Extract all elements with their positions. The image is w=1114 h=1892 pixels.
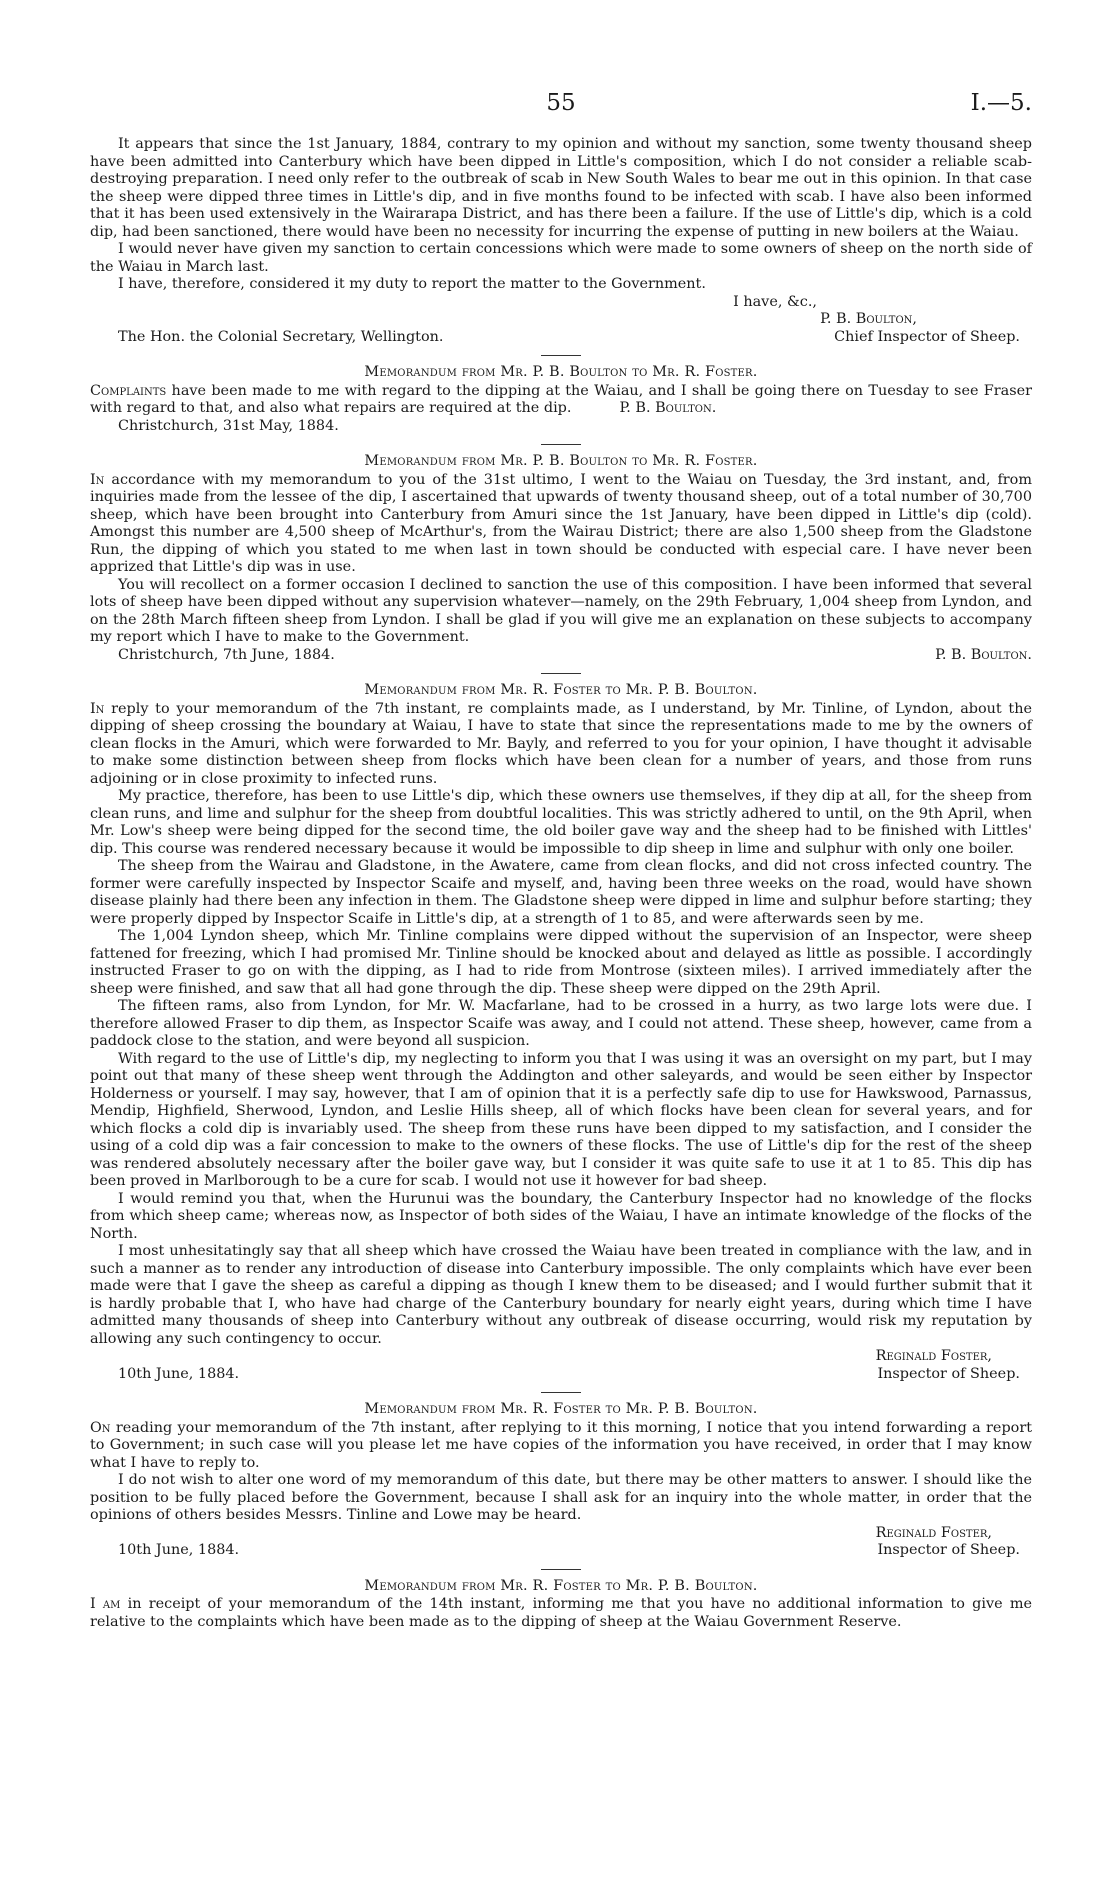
memo-2-text: accordance with my memorandum to you of the 31st ultimo, I went to the Waiau on Tuesday, the 3rd instant, and, from inquiries made from the lessee of the dip, I ascertained that upwards of twenty thousand sheep, out of a total number of 30,700 sheep, which have been brought into Canterbury from Amuri since the 1st January, have been dipped in Little's dip (cold). Amongst this number are 4,500 sheep of McArthur's, from the Wairau District; there are also 1,500 sheep from the Gladstone Run, the dipping of which you stated to me when last in town should be conducted with especial care. I have never been apprized that Little's dip was in use.	[90, 471, 1032, 575]
signatory-role: Chief Inspector of Sheep.	[834, 328, 1020, 345]
memo-1	[90, 364, 1032, 435]
memo-3-lead: In	[90, 700, 105, 717]
memo-2-paragraph-2: You will recollect on a former occasion I declined to sanction the use of this composition. I have been informed that several lots of sheep have been dipped without any supervision whatever—namely, on the 29th February, 1,004 sheep from Lyndon, and on the 28th March fifteen sheep from Lyndon. I shall be glad if you will give me an explanation on these subjects to accompany my report which I have to make to the Government.	[90, 576, 1032, 645]
page-number: 55	[546, 90, 576, 116]
memo-5-text: in receipt of your memorandum of the 14th instant, informing me that you have no additional information to give me relative to the complaints which have been made as to the dipping of sheep at the Waiau Government Reserve.	[90, 1596, 1032, 1630]
memo-3-paragraph: The fifteen rams, also from Lyndon, for Mr. W. Macfarlane, had to be crossed in a hurry, as two large lots were due. I therefore allowed Fraser to dip them, as Inspector Scaife was away, and I could not attend. These sheep, however, came from a paddock close to the station, and were beyond all suspicion.	[90, 998, 1032, 1049]
section-divider	[541, 1392, 581, 1393]
memo-2-signature: P. B. Boulton.	[935, 646, 1032, 663]
memo-3-signature-block	[90, 1348, 1032, 1366]
memo-5-lead: I am	[90, 1596, 121, 1612]
letter-paragraph-1: It appears that since the 1st January, 1884, contrary to my opinion and without my sanction, some twenty thousand sheep have been admitted into Canterbury which have been dipped in Little's composition, which I do not consider a reliable scab-destroying preparation. I need only refer to the outbreak of scab in New South Wales to bear me out in this opinion. In that case the sheep were dipped three times in Little's dip, and in five months found to be infected with scab. I have also been informed that it has been used extensively in the Wairarapa District, and has there been a failure. If the use of Little's dip, which is a cold dip, had been sanctioned, there would have been no necessity for incurring the expense of putting in new boilers at the Waiau.	[90, 136, 1032, 240]
memo-4-date: 10th June, 1884.	[118, 1542, 240, 1558]
memo-1-lead: Complaints	[90, 382, 167, 399]
letter-closing	[90, 294, 1032, 329]
memo-3	[90, 682, 1032, 1383]
memo-3-title: Memorandum from Mr. R. Foster to Mr. P. B. Boulton.	[364, 682, 758, 698]
memo-3-signatory: Reginald Foster,	[875, 1348, 992, 1364]
memo-2-body	[90, 472, 1032, 577]
memo-5-title: Memorandum from Mr. R. Foster to Mr. P. B. Boulton.	[364, 1577, 758, 1594]
memo-3-footer	[90, 1366, 1032, 1384]
section-divider	[541, 444, 581, 445]
memo-1-place-date: Christchurch, 31st May, 1884.	[118, 417, 339, 434]
letter-section	[90, 136, 1032, 346]
memo-3-date: 10th June, 1884.	[118, 1365, 240, 1382]
memo-1-title: Memorandum from Mr. P. B. Boulton to Mr. R. Foster.	[364, 364, 758, 380]
memo-4-paragraph-2: I do not wish to alter one word of my memorandum of this date, but there may be other matters to answer. I should like the position to be fully placed before the Government, because I shall ask for an inquiry into the whole matter, in order that the opinions of others besides Messrs. Tinline and Lowe may be heard.	[90, 1472, 1032, 1523]
memo-3-paragraph: With regard to the use of Little's dip, my neglecting to inform you that I was using it was an oversight on my part, but I may point out that many of these sheep went through the Addington and other saleyards, and would be seen either by Inspector Holderness or yourself. I may say, however, that I am of opinion that it is a perfectly safe dip to use for Hawkswood, Parnassus, Mendip, Highfield, Sherwood, Lyndon, and Leslie Hills sheep, all of which flocks have been clean for several years, and for which flocks a cold dip is invariably used. The sheep from these runs have been dipped to my satisfaction, and I consider the using of a cold dip was a fair concession to make to the owners of these flocks. The use of Little's dip for the rest of the sheep was rendered absolutely necessary after the boiler gave way, but I consider it was quite safe to use it at 1 to 85. This dip has been proved in Marlborough to be a cure for scab. I would not use it however for bad sheep.	[90, 1050, 1032, 1189]
document-reference: I.—5.	[970, 90, 1032, 116]
memo-4-role: Inspector of Sheep.	[877, 1542, 1020, 1558]
memo-3-body	[90, 701, 1032, 789]
memo-4-body	[90, 1420, 1032, 1473]
addressee: The Hon. the Colonial Secretary, Wellington.	[118, 328, 444, 345]
signatory-name: P. B. Boulton,	[820, 311, 917, 327]
memo-5-body	[90, 1596, 1032, 1631]
addressee-line	[90, 329, 1032, 347]
memo-4-signatory: Reginald Foster,	[875, 1524, 992, 1541]
document-page	[90, 90, 1032, 1631]
memo-3-paragraph: My practice, therefore, has been to use Little's dip, which these owners use themselves, if they dip at all, for the sheep from clean runs, and lime and sulphur for the sheep from doubtful localities. This was strictly adhered to until, on the 9th April, when Mr. Low's sheep were being dipped for the second time, the old boiler gave way and the sheep had to be finished with Littles' dip. This course was rendered necessary because it would be impossible to dip sheep in lime and sulphur with only one boiler.	[90, 788, 1032, 857]
memo-1-body	[90, 383, 1032, 418]
memo-4-lead: On	[90, 1419, 111, 1436]
memo-4-signature-block	[90, 1525, 1032, 1543]
memo-4-text: reading your memorandum of the 7th instant, after replying to it this morning, I notice that you intend forwarding a report to Government; in such case will you please let me have copies of the information you have received, in order that I may know what I have to reply to.	[90, 1419, 1032, 1471]
memo-2-lead: In	[90, 471, 105, 488]
memo-3-paragraph: I would remind you that, when the Hurunui was the boundary, the Canterbury Inspector had no knowledge of the flocks from which sheep came; whereas now, as Inspector of both sides of the Waiau, I have an intimate knowledge of the flocks of the North.	[90, 1190, 1032, 1242]
memo-2-footer	[90, 647, 1032, 665]
memo-3-text: reply to your memorandum of the 7th instant, re complaints made, as I understand, by Mr. Tinline, of Lyndon, about the dipping of sheep crossing the boundary at Waiau, I have to state that since the representations made to me by the owners of clean flocks in the Amuri, which were forwarded to Mr. Bayly, and referred to you for your opinion, I have thought it advisable to make some distinction between sheep from flocks which have been clean for a number of years, and those from runs adjoining or in close proximity to infected runs.	[90, 700, 1032, 787]
memo-4-footer	[90, 1542, 1032, 1560]
section-divider	[541, 355, 581, 356]
memo-3-role: Inspector of Sheep.	[877, 1365, 1020, 1382]
page-header	[90, 90, 1032, 136]
letter-paragraph-3: I have, therefore, considered it my duty to report the matter to the Government.	[118, 276, 706, 292]
memo-2-title: Memorandum from Mr. P. B. Boulton to Mr. R. Foster.	[364, 453, 758, 469]
section-divider	[541, 1569, 581, 1570]
memo-3-paragraph: The 1,004 Lyndon sheep, which Mr. Tinline complains were dipped without the supervision of an Inspector, were sheep fattened for freezing, which I had promised Mr. Tinline should be knocked about and delayed as little as possible. I accordingly instructed Fraser to go on with the dipping, as I had to ride from Montrose (sixteen miles). I arrived immediately after the sheep were finished, and saw that all had gone through the dip. These sheep were dipped on the 29th April.	[90, 928, 1032, 997]
memo-3-paragraph: I most unhesitatingly say that all sheep which have crossed the Waiau have been treated in compliance with the law, and in such a manner as to render any introduction of disease into Canterbury impossible. The only complaints which have ever been made were that I gave the sheep as careful a dipping as though I knew them to be diseased; and I would further submit that it is hardly probable that I, who have had charge of the Canterbury boundary for nearly eight years, during which time I have admitted many thousands of sheep into Canterbury without any outbreak of disease occurring, would risk my reputation by allowing any such contingency to occur.	[90, 1243, 1032, 1347]
memo-1-text: have been made to me with regard to the dipping at the Waiau, and I shall be going there on Tuesday to see Fraser with regard to that, and also what repairs are required at the dip.	[90, 382, 1032, 416]
memo-3-paragraph: The sheep from the Wairau and Gladstone, in the Awatere, came from clean flocks, and did not cross infected country. The former were carefully inspected by Inspector Scaife and myself, and, having been three weeks on the road, would have shown disease plainly had there been any infection in them. The Gladstone sheep were dipped in lime and sulphur before starting; they were properly dipped by Inspector Scaife in Little's dip, at a strength of 1 to 85, and were afterwards seen by me.	[90, 858, 1032, 927]
memo-1-signature: P. B. Boulton.	[619, 400, 717, 416]
memo-5	[90, 1578, 1032, 1632]
memo-4	[90, 1401, 1032, 1560]
closing-phrase: I have, &c.,	[733, 293, 817, 310]
memo-2-place-date: Christchurch, 7th June, 1884.	[118, 646, 335, 663]
memo-4-title: Memorandum from Mr. R. Foster to Mr. P. B. Boulton.	[364, 1401, 758, 1417]
section-divider	[541, 673, 581, 674]
memo-2	[90, 453, 1032, 664]
letter-paragraph-2: I would never have given my sanction to certain concessions which were made to some owners of sheep on the north side of the Waiau in March last.	[90, 241, 1032, 275]
